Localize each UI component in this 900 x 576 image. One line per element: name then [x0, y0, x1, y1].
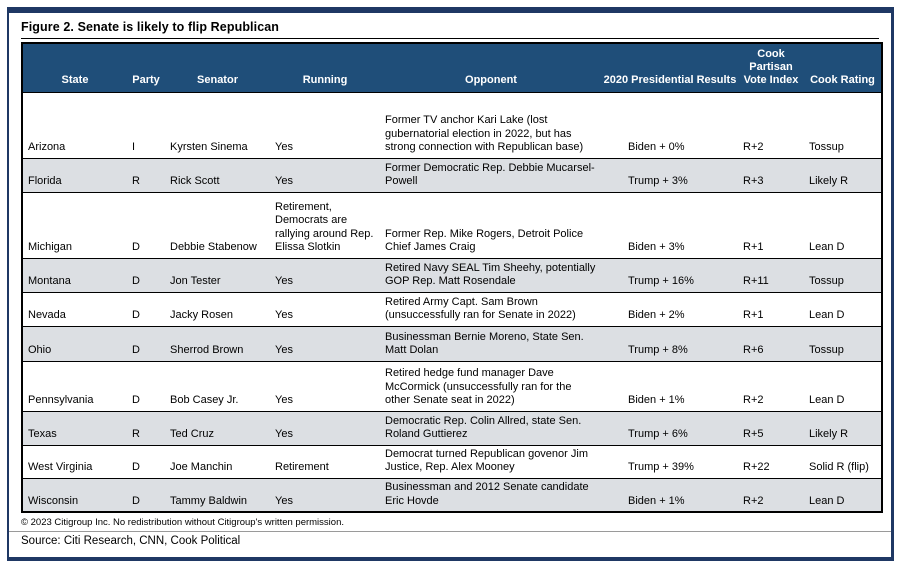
col-header-opponent: Opponent — [380, 43, 602, 92]
cell-cook-rating: Likely R — [804, 411, 882, 445]
cell-2020-results: Biden + 0% — [602, 92, 738, 158]
cell-running: Yes — [270, 478, 380, 512]
cell-running: Yes — [270, 258, 380, 292]
cell-cook-rating: Tossup — [804, 92, 882, 158]
cell-senator: Kyrsten Sinema — [165, 92, 270, 158]
cell-2020-results: Biden + 3% — [602, 192, 738, 258]
cell-running: Yes — [270, 361, 380, 411]
copyright-notice: © 2023 Citigroup Inc. No redistribution without Citigroup's written permission. — [21, 517, 344, 528]
cell-cook-pvi: R+2 — [738, 478, 804, 512]
col-header-running: Running — [270, 43, 380, 92]
header-row — [22, 43, 882, 92]
table-row-pennsylvania — [22, 361, 882, 411]
cell-cook-pvi: R+1 — [738, 192, 804, 258]
cell-opponent: Businessman and 2012 Senate candidate Eric Hovde — [380, 478, 602, 512]
cell-cook-rating: Tossup — [804, 258, 882, 292]
cell-opponent: Retired Navy SEAL Tim Sheehy, potentially GOP Rep. Matt Rosendale — [380, 258, 602, 292]
table-row-ohio — [22, 326, 882, 361]
cell-party: D — [127, 445, 165, 478]
cell-party: D — [127, 258, 165, 292]
table-row-michigan — [22, 192, 882, 258]
cell-2020-results: Biden + 1% — [602, 361, 738, 411]
cell-party: D — [127, 292, 165, 326]
col-header-state: State — [22, 43, 127, 92]
cell-cook-pvi: R+1 — [738, 292, 804, 326]
cell-2020-results: Trump + 3% — [602, 158, 738, 192]
cell-state: Ohio — [22, 326, 127, 361]
cell-cook-rating: Lean D — [804, 478, 882, 512]
cell-cook-rating: Lean D — [804, 192, 882, 258]
col-header-party: Party — [127, 43, 165, 92]
source-line: Source: Citi Research, CNN, Cook Political — [21, 535, 241, 547]
cell-state: Nevada — [22, 292, 127, 326]
cell-cook-pvi: R+2 — [738, 92, 804, 158]
table-row-wisconsin — [22, 478, 882, 512]
figure-frame — [7, 7, 894, 561]
cell-state: Wisconsin — [22, 478, 127, 512]
cell-running: Yes — [270, 292, 380, 326]
cell-opponent: Retired hedge fund manager Dave McCormick (unsuccessfully ran for the other Senate seat in 2022) — [380, 361, 602, 411]
cell-running: Yes — [270, 326, 380, 361]
cell-opponent: Former TV anchor Kari Lake (lost gubernatorial election in 2022, but has strong connection with Republican base) — [380, 92, 602, 158]
cell-opponent: Former Rep. Mike Rogers, Detroit Police Chief James Craig — [380, 192, 602, 258]
cell-senator: Jon Tester — [165, 258, 270, 292]
cell-opponent: Businessman Bernie Moreno, State Sen. Matt Dolan — [380, 326, 602, 361]
col-header-senator: Senator — [165, 43, 270, 92]
cell-party: D — [127, 192, 165, 258]
table-row-montana — [22, 258, 882, 292]
cell-cook-rating: Lean D — [804, 361, 882, 411]
footer-divider — [9, 531, 891, 532]
cell-2020-results: Biden + 2% — [602, 292, 738, 326]
figure-title: Figure 2. Senate is likely to flip Republican — [21, 20, 879, 39]
cell-state: Montana — [22, 258, 127, 292]
cell-party: I — [127, 92, 165, 158]
cell-cook-pvi: R+5 — [738, 411, 804, 445]
cell-party: D — [127, 478, 165, 512]
cell-party: R — [127, 411, 165, 445]
cell-cook-pvi: R+6 — [738, 326, 804, 361]
cell-running: Yes — [270, 411, 380, 445]
cell-senator: Debbie Stabenow — [165, 192, 270, 258]
table-row-texas — [22, 411, 882, 445]
cell-running: Yes — [270, 92, 380, 158]
cell-state: Texas — [22, 411, 127, 445]
cell-opponent: Democratic Rep. Colin Allred, state Sen. Roland Guttierez — [380, 411, 602, 445]
cell-state: Arizona — [22, 92, 127, 158]
cell-state: West Virginia — [22, 445, 127, 478]
cell-senator: Ted Cruz — [165, 411, 270, 445]
cell-party: D — [127, 361, 165, 411]
cell-cook-rating: Tossup — [804, 326, 882, 361]
cell-cook-rating: Lean D — [804, 292, 882, 326]
cell-opponent: Former Democratic Rep. Debbie Mucarsel-Powell — [380, 158, 602, 192]
col-header-cook-pvi: Cook Partisan Vote Index — [738, 43, 804, 92]
cell-cook-pvi: R+2 — [738, 361, 804, 411]
cell-senator: Bob Casey Jr. — [165, 361, 270, 411]
cell-state: Pennsylvania — [22, 361, 127, 411]
cell-cook-pvi: R+3 — [738, 158, 804, 192]
cell-cook-rating: Solid R (flip) — [804, 445, 882, 478]
cell-cook-rating: Likely R — [804, 158, 882, 192]
cell-state: Michigan — [22, 192, 127, 258]
cell-cook-pvi: R+11 — [738, 258, 804, 292]
col-header-2020-results: 2020 Presidential Results — [602, 43, 738, 92]
cell-2020-results: Trump + 8% — [602, 326, 738, 361]
cell-2020-results: Trump + 39% — [602, 445, 738, 478]
cell-party: D — [127, 326, 165, 361]
senate-races-table — [21, 42, 883, 513]
cell-2020-results: Trump + 6% — [602, 411, 738, 445]
cell-senator: Sherrod Brown — [165, 326, 270, 361]
cell-cook-pvi: R+22 — [738, 445, 804, 478]
cell-state: Florida — [22, 158, 127, 192]
cell-party: R — [127, 158, 165, 192]
table-row-nevada — [22, 292, 882, 326]
cell-opponent: Democrat turned Republican govenor Jim Justice, Rep. Alex Mooney — [380, 445, 602, 478]
cell-senator: Jacky Rosen — [165, 292, 270, 326]
col-header-cook-rating: Cook Rating — [804, 43, 882, 92]
cell-senator: Rick Scott — [165, 158, 270, 192]
cell-running: Retirement, Democrats are rallying around Rep. Elissa Slotkin — [270, 192, 380, 258]
table-row-florida — [22, 158, 882, 192]
cell-running: Yes — [270, 158, 380, 192]
cell-2020-results: Trump + 16% — [602, 258, 738, 292]
cell-2020-results: Biden + 1% — [602, 478, 738, 512]
cell-opponent: Retired Army Capt. Sam Brown (unsuccessfully ran for Senate in 2022) — [380, 292, 602, 326]
table-row-arizona — [22, 92, 882, 158]
cell-senator: Joe Manchin — [165, 445, 270, 478]
cell-running: Retirement — [270, 445, 380, 478]
cell-senator: Tammy Baldwin — [165, 478, 270, 512]
table-row-west-virginia — [22, 445, 882, 478]
